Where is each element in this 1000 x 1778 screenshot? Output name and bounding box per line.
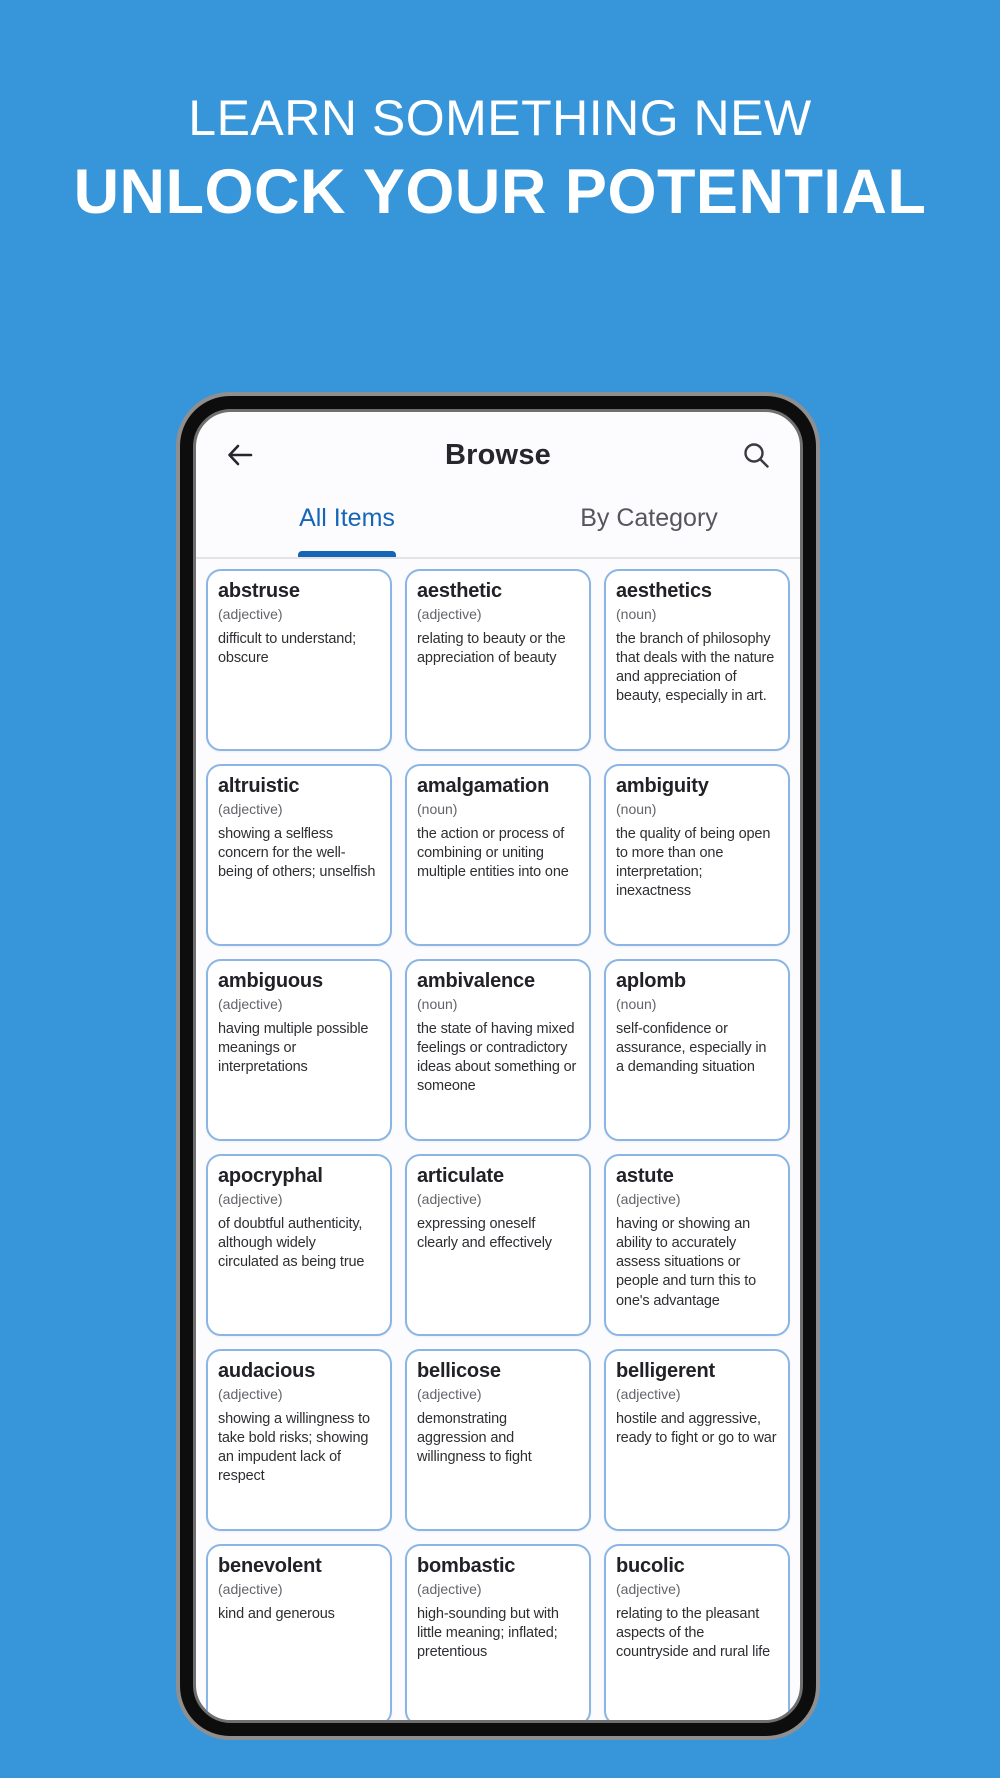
card-word: bucolic (616, 1555, 685, 1577)
card-part-of-speech: (adjective) (218, 801, 283, 817)
card-part-of-speech: (adjective) (616, 1581, 681, 1597)
word-card-grid (196, 559, 800, 1723)
tab-all-items[interactable] (196, 488, 498, 557)
card-part-of-speech: (adjective) (616, 1191, 681, 1207)
card-word: bombastic (417, 1555, 516, 1577)
word-card[interactable] (604, 569, 790, 751)
card-definition: self-confidence or assurance, especially in a demanding situation (616, 1021, 767, 1076)
card-definition: of doubtful authenticity, although widely circulated as being true (218, 1216, 365, 1271)
word-card[interactable] (206, 764, 392, 946)
card-word: aplomb (616, 970, 686, 992)
word-card[interactable] (604, 959, 790, 1141)
phone-mockup (176, 392, 820, 1740)
card-word: audacious (218, 1360, 316, 1382)
word-card[interactable] (405, 1154, 591, 1336)
card-word: bellicose (417, 1360, 501, 1382)
promo-header (0, 88, 1000, 228)
card-definition: high-sounding but with little meaning; inflated; pretentious (417, 1606, 559, 1661)
card-word: apocryphal (218, 1165, 323, 1187)
card-word: aesthetics (616, 580, 712, 602)
card-part-of-speech: (noun) (417, 801, 458, 817)
tab-bar (196, 488, 800, 559)
promo-line-2: UNLOCK YOUR POTENTIAL (73, 157, 927, 227)
card-definition: difficult to understand; obscure (218, 631, 357, 667)
back-button[interactable] (222, 437, 258, 473)
phone-screen (193, 409, 803, 1723)
card-part-of-speech: (adjective) (417, 606, 482, 622)
card-word: aesthetic (417, 580, 502, 602)
word-card[interactable] (206, 1544, 392, 1723)
card-word: abstruse (218, 580, 300, 602)
word-card[interactable] (405, 1349, 591, 1531)
app-bar (196, 412, 800, 488)
card-part-of-speech: (adjective) (417, 1581, 482, 1597)
card-part-of-speech: (adjective) (218, 1581, 283, 1597)
card-part-of-speech: (adjective) (218, 606, 283, 622)
card-part-of-speech: (noun) (616, 606, 657, 622)
card-part-of-speech: (noun) (616, 801, 657, 817)
card-word: amalgamation (417, 775, 550, 797)
word-card[interactable] (206, 1154, 392, 1336)
word-card[interactable] (604, 1154, 790, 1336)
card-part-of-speech: (adjective) (218, 996, 283, 1012)
word-card[interactable] (405, 959, 591, 1141)
card-definition: the branch of philosophy that deals with the nature and appreciation of beauty, especially in art. (616, 631, 775, 705)
card-definition: hostile and aggressive, ready to fight or go to war (616, 1411, 777, 1447)
word-card[interactable] (604, 764, 790, 946)
word-card[interactable] (604, 1349, 790, 1531)
card-definition: relating to the pleasant aspects of the countryside and rural life (616, 1606, 771, 1661)
search-icon (741, 440, 771, 470)
card-part-of-speech: (adjective) (417, 1386, 482, 1402)
card-part-of-speech: (noun) (616, 996, 657, 1012)
card-definition: having multiple possible meanings or interpretations (218, 1021, 369, 1076)
card-definition: the quality of being open to more than one interpretation; inexactness (616, 826, 771, 900)
word-card[interactable] (405, 764, 591, 946)
card-definition: kind and generous (218, 1606, 335, 1622)
tab-by-category-label: By Category (580, 504, 718, 532)
card-definition: showing a willingness to take bold risks; showing an impudent lack of respect (218, 1411, 370, 1485)
screen-title: Browse (445, 438, 551, 471)
card-definition: demonstrating aggression and willingness to fight (417, 1411, 532, 1466)
arrow-left-icon (224, 439, 256, 471)
word-card[interactable] (405, 1544, 591, 1723)
card-word: benevolent (218, 1555, 322, 1577)
word-card[interactable] (604, 1544, 790, 1723)
card-word: belligerent (616, 1360, 715, 1382)
card-word: altruistic (218, 775, 300, 797)
card-definition: the state of having mixed feelings or contradictory ideas about something or someone (417, 1021, 577, 1095)
card-definition: relating to beauty or the appreciation of beauty (417, 631, 566, 667)
word-card[interactable] (206, 569, 392, 751)
card-word: ambiguity (616, 775, 709, 797)
card-part-of-speech: (adjective) (417, 1191, 482, 1207)
card-part-of-speech: (adjective) (218, 1191, 283, 1207)
card-word: ambivalence (417, 970, 535, 992)
card-definition: having or showing an ability to accurately assess situations or people and turn this to one's advantage (616, 1216, 757, 1309)
card-part-of-speech: (adjective) (218, 1386, 283, 1402)
card-word: ambiguous (218, 970, 323, 992)
card-word: astute (616, 1165, 674, 1187)
card-part-of-speech: (adjective) (616, 1386, 681, 1402)
tab-by-category[interactable] (498, 488, 800, 557)
search-button[interactable] (738, 437, 774, 473)
word-card[interactable] (405, 569, 591, 751)
card-definition: showing a selfless concern for the well-being of others; unselfish (218, 826, 376, 881)
promo-line-1: LEARN SOMETHING NEW (188, 90, 812, 146)
card-definition: the action or process of combining or uniting multiple entities into one (417, 826, 569, 881)
card-definition: expressing oneself clearly and effectively (417, 1216, 552, 1252)
word-card[interactable] (206, 1349, 392, 1531)
active-tab-indicator (298, 551, 396, 557)
tab-all-items-label: All Items (299, 504, 395, 532)
card-part-of-speech: (noun) (417, 996, 458, 1012)
card-word: articulate (417, 1165, 504, 1187)
word-card[interactable] (206, 959, 392, 1141)
